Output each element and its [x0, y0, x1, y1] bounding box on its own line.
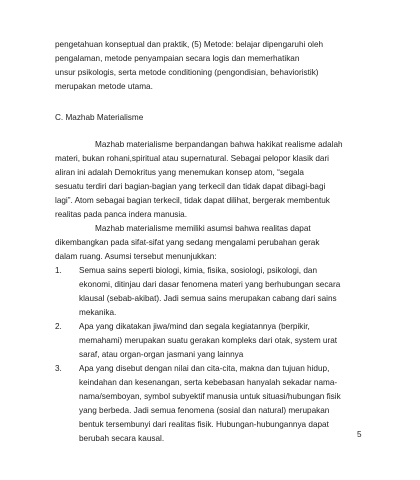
list-number: 1. [55, 266, 62, 275]
text-line: unsur psikologis, serta metode conditioning (pengondisian, behavioristik) [55, 68, 319, 77]
text-line: keindahan dan kesenangan, serta kebebasan hanyalah sekadar nama- [79, 378, 338, 387]
list-number: 3. [55, 364, 62, 373]
text-line: berubah secara kausal. [79, 434, 165, 443]
text-line: sesuatu terdiri dari bagian-bagian yang terkecil dan tidak dapat dibagi-bagi [55, 182, 326, 191]
list-number: 2. [55, 322, 62, 331]
text-line: saraf, atau organ-organ jasmani yang lainnya [79, 350, 244, 359]
text-line: ekonomi, ditinjau dari dasar fenomena materi yang berhubungan secara [79, 280, 341, 289]
text-line: aliran ini adalah Demokritus yang menemukan konsep atom, “segala [55, 168, 304, 177]
text-line: Mazhab materialisme memiliki asumsi bahwa realitas dapat [95, 224, 311, 233]
text-line: pengetahuan konseptual dan praktik, (5) Metode: belajar dipengaruhi oleh [55, 40, 324, 49]
text-line: pengalaman, metode penyampaian secara logis dan memerhatikan [55, 54, 300, 63]
text-line: mekanika. [79, 308, 117, 317]
text-line: realitas pada panca indera manusia. [55, 210, 187, 219]
text-line: dikembangkan pada sifat-sifat yang sedang mengalami perubahan gerak [55, 238, 320, 247]
text-line: Mazhab materialisme berpandangan bahwa hakikat realisme adalah [95, 140, 343, 149]
text-line: merupakan metode utama. [55, 82, 153, 91]
text-line: Apa yang dikatakan jiwa/mind dan segala kegiatannya (berpikir, [79, 322, 310, 331]
text-line: Apa yang disebut dengan nilai dan cita-cita, makna dan tujuan hidup, [79, 364, 330, 373]
text-line: memahami) merupakan suatu gerakan kompleks dari otak, system urat [79, 336, 338, 345]
page-number: 5 [357, 430, 362, 439]
text-line: dalam ruang. Asumsi tersebut menunjukkan: [55, 252, 217, 261]
text-line: bentuk tersembunyi dari realitas fisik. Hubungan-hubungannya dapat [79, 420, 329, 429]
text-line: lagi”. Atom sebagai bagian terkecil, tidak dapat dilihat, bergerak membentuk [55, 196, 330, 205]
text-line: Semua sains seperti biologi, kimia, fisika, sosiologi, psikologi, dan [79, 266, 318, 275]
section-heading: C. Mazhab Materialisme [55, 113, 144, 122]
text-line: materi, bukan rohani,spiritual atau supernatural. Sebagai pelopor klasik dari [55, 154, 329, 163]
text-line: klausal (sebab-akibat). Jadi semua sains merupakan cabang dari sains [79, 294, 337, 303]
text-line: nama/semboyan, symbol subyektif manusia untuk situasi/hubungan fisik [79, 392, 341, 401]
text-line: yang berbeda. Jadi semua fenomena (sosial dan natural) merupakan [79, 406, 330, 415]
